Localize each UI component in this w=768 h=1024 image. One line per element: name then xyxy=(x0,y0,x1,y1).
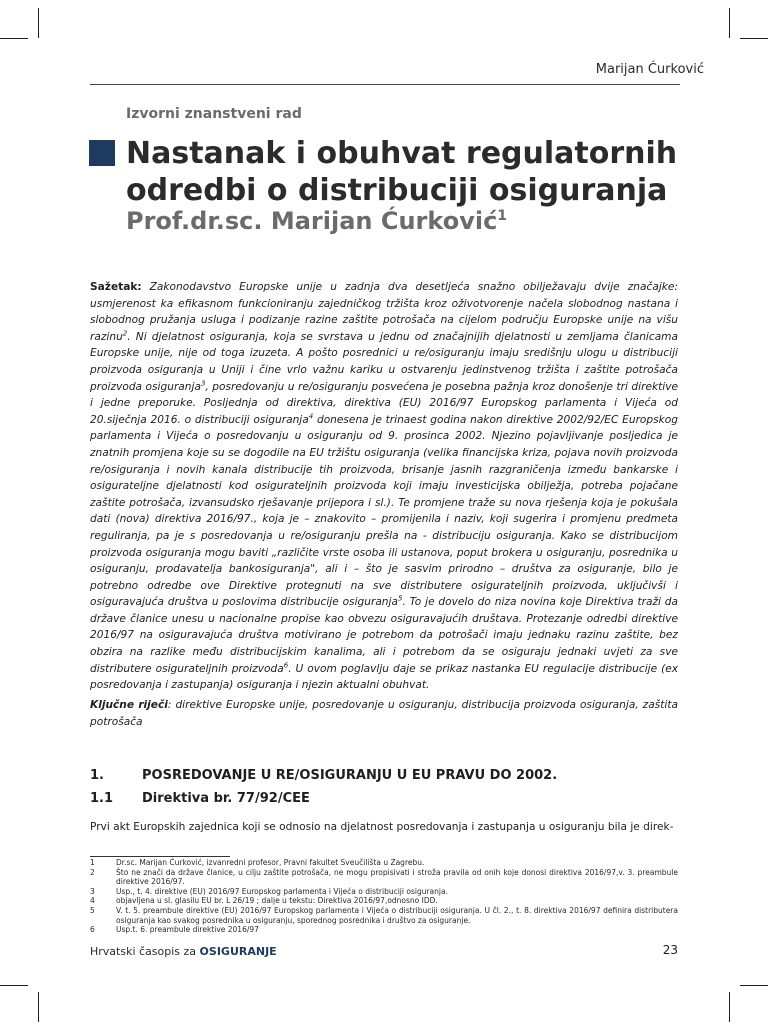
section-title: Direktiva br. 77/92/CEE xyxy=(142,791,310,806)
footnote-ref: 2 xyxy=(122,329,128,338)
footnote-ref: 3 xyxy=(200,379,206,388)
section-number: 1.1 xyxy=(90,791,114,806)
crop-mark xyxy=(729,8,730,38)
body-paragraph: Prvi akt Europskih zajednica koji se odnosio na djelatnost posredovanja i zastupanja u osiguranju bila je direk- xyxy=(90,821,674,833)
abstract xyxy=(90,279,678,694)
running-header-author: Marijan Ćurković xyxy=(595,62,704,77)
footnote: 2 Što ne znači da države članice, u cilju zaštite potrošača, ne mogu propisivati i stroža pravila od onih koje donosi direktiva 2016/97,v. 3. preambule direktive 2016/97. xyxy=(90,867,678,887)
author-name: Prof.dr.sc. Marijan Ćurković xyxy=(126,207,498,235)
crop-mark xyxy=(0,38,28,39)
footnote: 6 Usp.t. 6. preambule direktive 2016/97 xyxy=(90,925,259,935)
page-number: 23 xyxy=(662,943,678,957)
footnote: 1 Dr.sc. Marijan Ćurković, izvanredni profesor, Pravni fakultet Sveučilišta u Zagrebu. xyxy=(90,858,425,867)
section-heading-1 xyxy=(90,768,557,783)
footer-journal: Hrvatski časopis za OSIGURANJE xyxy=(90,945,277,958)
author-footnote-ref: 1 xyxy=(497,208,508,224)
section-number: 1. xyxy=(90,768,104,783)
header-rule xyxy=(90,84,680,85)
article-title: Nastanak i obuhvat regulatornih odredbi o distribuciji osiguranja xyxy=(126,136,678,208)
crop-mark xyxy=(38,8,39,38)
abstract-text: Zakonodavstvo Europske unije u zadnja dva desetljeća snažno obilježavaju dvije značajke: usmjerenost ka efikasnom funkcioniranju zajedničkog tržišta kroz oživotvorenje načela slobodnog nastana i slobodnog pružanja usluga i podizanje razine zaštite potrošača na cijelom području Europske unije na višu razinu$^2$. Ni djelatnost osiguranja, koja se svrstava u jednu od značajnijih djelatnosti u zemljama članicama Europske unije, nije od toga izuzeta. A pošto posrednici u re/osiguranju imaju središnju ulogu u distribuciji proizvoda osiguranja u Uniji i čine vrlo važnu kariku u ostvarenju jedinstvenog tržišta i zaštite potrošača proizvoda osiguranja$^3$, posredovanju u re/osiguranju posvećena je posebna pažnja kroz donošenje tri direktive i jedne preporuke. Posljednja od direktiva, direktiva (EU) 2016/97 Europskog parlamenta i Vijeća od 20.siječnja 2016. o distribuciji osiguranja$^4$ donesena je trinaest godina nakon direktive 2002/92/EC Europskog parlamenta i Vijeća o posredovanju u osiguranju od 9. prosinca 2002. Njezino pojavljivanje posljedica je znatnih promjena koje su se dogodile na EU tržištu osiguranja (velika financijska kriza, pojava novih proizvoda re/osiguranja i novih kanala distribucije tih proizvoda, brisanje jasnih razgraničenja između bankarske i osigurateljne djelatnosti kod osigurateljnih proizvoda koji imaju investicijska obilježja, potreba pojačane zaštite potrošača, izvansudsko rješavanje prijepora i sl.). Te promjene traže su nova rješenja koja je pokušala dati (nova) direktiva 2016/97., koja je – znakovito – promijenila i naziv, koji sugerira i promjenu predmeta reguliranja, pa je s posredovanja u re/osiguranju prešla na - distribuciju osiguranja. Kako se distribucijom proizvoda osiguranja mogu baviti „različite vrste osoba ili ustanova, poput brokera u osiguranju, posrednika u osiguranju, prodavatelja bankosiguranja", ali i – što je sasvim prirodno – društva za osiguranje, bilo je potrebno odredbe ove Direktive protegnuti na sve distributere osigurateljnih proizvoda, uključivši i osiguravajuća društva u poslovima distribucije osiguranja$^5$. To je dovelo do niza novina koje Direktiva traži da države članice unesu u nacionalne propise kao obvezu osiguravajućih društava. Protezanje odredbi direktive 2016/97 na osiguravajuća društva motivirano je potrebom da potrošači imaju jednaku razinu zaštite, bez obzira na razlike među distribucijskim kanalima, ali i potrebom da se osiguraju jednaki uvjeti za sve distributere osigurateljnih proizvoda$^6$. U ovom poglavlju daje se prikaz nastanka EU regulacije distribucije (ex posredovanja i zastupanja) osiguranja i njezin aktualni obuhvat. xyxy=(90,281,679,692)
keywords xyxy=(90,697,678,730)
journal-brand: OSIGURANJE xyxy=(199,945,277,958)
footnote: 3 Usp., t. 4. direktive (EU) 2016/97 Europskog parlamenta i Vijeća o distribuciji osiguranja. xyxy=(90,886,448,896)
crop-mark xyxy=(740,38,768,39)
footnotes xyxy=(90,858,678,935)
keywords-label: Ključne riječi xyxy=(90,699,168,711)
title-square-marker xyxy=(89,140,115,166)
section-heading-1-1 xyxy=(90,791,310,806)
abstract-label: Sažetak: xyxy=(90,281,142,293)
crop-mark xyxy=(729,992,730,1022)
article-author xyxy=(126,207,507,235)
footnote-rule xyxy=(90,856,230,857)
footnote-ref: 6 xyxy=(283,661,289,670)
footnote: 4 objavljena u sl. glasilu EU br. L 26/19 ; dalje u tekstu: Direktiva 2016/97,odnosno IDD. xyxy=(90,896,438,906)
footnote-ref: 5 xyxy=(397,594,403,603)
keywords-text: : direktive Europske unije, posredovanje u osiguranju, distribucija proizvoda osiguranja, zaštita potrošača xyxy=(90,699,678,728)
crop-mark xyxy=(0,985,28,986)
article-type: Izvorni znanstveni rad xyxy=(126,106,302,122)
crop-mark xyxy=(38,992,39,1022)
footnote: 5 V. t. 5. preambule direktive (EU) 2016/97 Europskog parlamenta i Vijeća o distribuciji osiguranja. U čl. 2., t. 8. direktiva 2016/97 definira distributera osiguranja kao svakog posrednika u osiguranju, sporednog posrednika i društvo za osiguranje. xyxy=(90,905,678,925)
crop-mark xyxy=(740,985,768,986)
section-title: POSREDOVANJE U RE/OSIGURANJU U EU PRAVU DO 2002. xyxy=(142,768,558,783)
footnote-ref: 4 xyxy=(308,412,314,421)
